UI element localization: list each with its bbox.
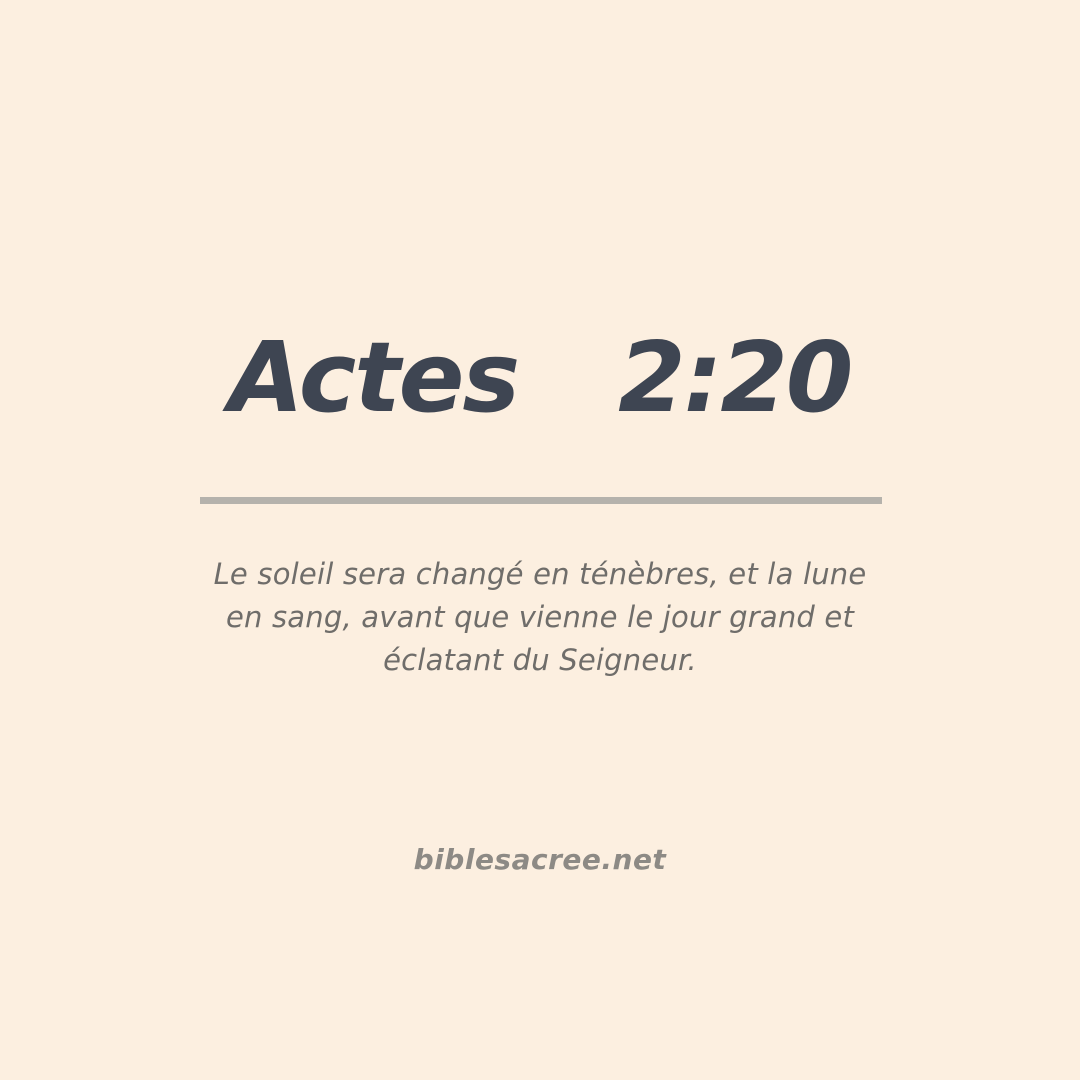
verse-line: éclatant du Seigneur. xyxy=(383,643,697,677)
verse-line: Le soleil sera changé en ténèbres, et la lune xyxy=(213,557,867,591)
verse-text xyxy=(150,553,930,682)
book-name: Actes xyxy=(228,321,519,434)
site-footer xyxy=(0,843,1080,877)
site-name: biblesacree.net xyxy=(413,843,667,876)
verse-line: en sang, avant que vienne le jour grand et xyxy=(225,600,855,634)
verse-reference: 2:20 xyxy=(618,321,852,434)
divider xyxy=(200,497,882,504)
page-title xyxy=(0,318,1080,438)
